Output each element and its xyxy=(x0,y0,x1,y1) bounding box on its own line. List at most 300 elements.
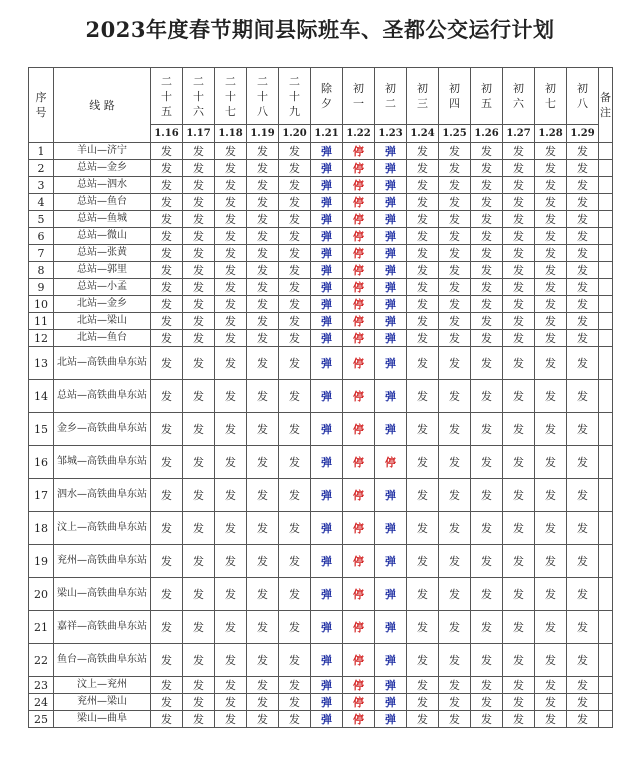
route-header: 线 路 xyxy=(54,68,151,143)
table-row xyxy=(29,512,613,545)
table-row xyxy=(29,611,613,644)
status-cell: 发 xyxy=(279,347,311,380)
status-cell: 停 xyxy=(343,160,375,177)
status-cell: 发 xyxy=(215,194,247,211)
status-cell: 发 xyxy=(279,279,311,296)
status-cell: 发 xyxy=(439,296,471,313)
status-cell: 发 xyxy=(215,644,247,677)
table-row xyxy=(29,228,613,245)
status-cell: 发 xyxy=(279,677,311,694)
status-cell: 发 xyxy=(247,711,279,728)
note-cell xyxy=(599,644,613,677)
status-cell: 发 xyxy=(503,279,535,296)
status-cell: 弹 xyxy=(375,330,407,347)
status-cell: 发 xyxy=(439,347,471,380)
status-cell: 发 xyxy=(215,228,247,245)
status-cell: 发 xyxy=(215,512,247,545)
status-cell: 发 xyxy=(407,479,439,512)
status-cell: 发 xyxy=(279,479,311,512)
status-cell: 发 xyxy=(183,479,215,512)
status-cell: 停 xyxy=(343,512,375,545)
status-cell: 发 xyxy=(407,262,439,279)
status-cell: 发 xyxy=(439,330,471,347)
status-cell: 发 xyxy=(567,245,599,262)
status-cell: 发 xyxy=(535,380,567,413)
status-cell: 发 xyxy=(535,143,567,160)
status-cell: 发 xyxy=(471,512,503,545)
status-cell: 发 xyxy=(183,694,215,711)
table-row xyxy=(29,694,613,711)
status-cell: 发 xyxy=(567,194,599,211)
status-cell: 弹 xyxy=(311,313,343,330)
date-header: 1.28 xyxy=(535,125,567,143)
status-cell: 停 xyxy=(343,677,375,694)
note-cell xyxy=(599,677,613,694)
note-cell xyxy=(599,413,613,446)
row-index: 4 xyxy=(29,194,54,211)
status-cell: 发 xyxy=(183,143,215,160)
row-index: 23 xyxy=(29,677,54,694)
status-cell: 发 xyxy=(247,262,279,279)
status-cell: 弹 xyxy=(311,228,343,245)
status-cell: 弹 xyxy=(375,262,407,279)
status-cell: 发 xyxy=(151,313,183,330)
status-cell: 发 xyxy=(567,380,599,413)
status-cell: 发 xyxy=(503,694,535,711)
status-cell: 弹 xyxy=(375,694,407,711)
row-index: 6 xyxy=(29,228,54,245)
status-cell: 发 xyxy=(279,578,311,611)
table-row xyxy=(29,446,613,479)
status-cell: 发 xyxy=(151,446,183,479)
status-cell: 发 xyxy=(215,611,247,644)
status-cell: 停 xyxy=(343,177,375,194)
status-cell: 发 xyxy=(151,611,183,644)
status-cell: 停 xyxy=(343,245,375,262)
status-cell: 发 xyxy=(439,611,471,644)
status-cell: 发 xyxy=(247,228,279,245)
status-cell: 发 xyxy=(151,296,183,313)
status-cell: 发 xyxy=(215,545,247,578)
status-cell: 发 xyxy=(535,677,567,694)
status-cell: 停 xyxy=(343,330,375,347)
status-cell: 发 xyxy=(439,711,471,728)
status-cell: 发 xyxy=(439,245,471,262)
note-cell xyxy=(599,545,613,578)
status-cell: 发 xyxy=(151,279,183,296)
note-cell xyxy=(599,228,613,245)
status-cell: 发 xyxy=(439,380,471,413)
status-cell: 发 xyxy=(183,413,215,446)
status-cell: 弹 xyxy=(375,413,407,446)
row-index: 5 xyxy=(29,211,54,228)
status-cell: 发 xyxy=(407,296,439,313)
status-cell: 发 xyxy=(151,177,183,194)
status-cell: 弹 xyxy=(375,545,407,578)
date-header: 1.21 xyxy=(311,125,343,143)
status-cell: 发 xyxy=(503,228,535,245)
row-index: 1 xyxy=(29,143,54,160)
table-row xyxy=(29,578,613,611)
status-cell: 发 xyxy=(503,446,535,479)
status-cell: 停 xyxy=(343,545,375,578)
status-cell: 弹 xyxy=(375,296,407,313)
date-header: 1.17 xyxy=(183,125,215,143)
status-cell: 停 xyxy=(343,446,375,479)
table-row xyxy=(29,330,613,347)
day-header: 初四 xyxy=(439,68,471,125)
status-cell: 发 xyxy=(567,143,599,160)
status-cell: 发 xyxy=(503,245,535,262)
status-cell: 弹 xyxy=(375,194,407,211)
status-cell: 发 xyxy=(247,279,279,296)
status-cell: 发 xyxy=(503,313,535,330)
row-index: 17 xyxy=(29,479,54,512)
status-cell: 发 xyxy=(567,611,599,644)
table-row xyxy=(29,160,613,177)
status-cell: 发 xyxy=(407,711,439,728)
status-cell: 弹 xyxy=(375,380,407,413)
status-cell: 发 xyxy=(535,313,567,330)
status-cell: 发 xyxy=(215,578,247,611)
status-cell: 发 xyxy=(535,578,567,611)
status-cell: 发 xyxy=(503,194,535,211)
status-cell: 发 xyxy=(247,160,279,177)
status-cell: 发 xyxy=(439,512,471,545)
table-row xyxy=(29,677,613,694)
status-cell: 发 xyxy=(567,313,599,330)
status-cell: 弹 xyxy=(311,677,343,694)
status-cell: 发 xyxy=(247,313,279,330)
status-cell: 弹 xyxy=(311,611,343,644)
route-name: 总站—金乡 xyxy=(54,160,151,177)
status-cell: 发 xyxy=(471,177,503,194)
row-index: 24 xyxy=(29,694,54,711)
status-cell: 发 xyxy=(247,380,279,413)
status-cell: 发 xyxy=(247,694,279,711)
status-cell: 发 xyxy=(567,211,599,228)
date-header: 1.16 xyxy=(151,125,183,143)
status-cell: 发 xyxy=(567,262,599,279)
status-cell: 弹 xyxy=(311,262,343,279)
status-cell: 发 xyxy=(439,211,471,228)
status-cell: 发 xyxy=(183,611,215,644)
table-row xyxy=(29,279,613,296)
status-cell: 弹 xyxy=(375,347,407,380)
note-cell xyxy=(599,578,613,611)
status-cell: 发 xyxy=(215,296,247,313)
table-row xyxy=(29,413,613,446)
status-cell: 发 xyxy=(567,446,599,479)
status-cell: 发 xyxy=(215,694,247,711)
status-cell: 发 xyxy=(535,296,567,313)
status-cell: 弹 xyxy=(311,644,343,677)
day-header: 二十六 xyxy=(183,68,215,125)
status-cell: 发 xyxy=(279,545,311,578)
status-cell: 弹 xyxy=(311,194,343,211)
status-cell: 发 xyxy=(247,611,279,644)
status-cell: 发 xyxy=(439,228,471,245)
status-cell: 发 xyxy=(247,330,279,347)
status-cell: 发 xyxy=(567,347,599,380)
status-cell: 发 xyxy=(407,611,439,644)
status-cell: 发 xyxy=(567,160,599,177)
status-cell: 发 xyxy=(183,677,215,694)
route-name: 邹城—高铁曲阜东站 xyxy=(54,446,151,479)
status-cell: 发 xyxy=(279,413,311,446)
status-cell: 发 xyxy=(183,347,215,380)
status-cell: 弹 xyxy=(311,279,343,296)
note-cell xyxy=(599,143,613,160)
status-cell: 发 xyxy=(439,313,471,330)
date-header: 1.20 xyxy=(279,125,311,143)
table-row xyxy=(29,479,613,512)
status-cell: 发 xyxy=(535,228,567,245)
status-cell: 发 xyxy=(215,446,247,479)
status-cell: 发 xyxy=(247,347,279,380)
status-cell: 发 xyxy=(247,211,279,228)
route-name: 总站—泗水 xyxy=(54,177,151,194)
status-cell: 发 xyxy=(439,413,471,446)
status-cell: 弹 xyxy=(311,413,343,446)
note-cell xyxy=(599,479,613,512)
day-header: 初三 xyxy=(407,68,439,125)
table-body xyxy=(29,143,613,728)
route-name: 鱼台—高铁曲阜东站 xyxy=(54,644,151,677)
status-cell: 发 xyxy=(407,211,439,228)
route-name: 总站—高铁曲阜东站 xyxy=(54,380,151,413)
status-cell: 发 xyxy=(407,245,439,262)
status-cell: 弹 xyxy=(375,578,407,611)
row-index: 19 xyxy=(29,545,54,578)
table-row xyxy=(29,313,613,330)
status-cell: 发 xyxy=(247,413,279,446)
status-cell: 发 xyxy=(471,313,503,330)
status-cell: 发 xyxy=(407,512,439,545)
date-header: 1.19 xyxy=(247,125,279,143)
status-cell: 发 xyxy=(471,347,503,380)
status-cell: 发 xyxy=(407,347,439,380)
status-cell: 发 xyxy=(279,694,311,711)
status-cell: 发 xyxy=(439,545,471,578)
status-cell: 停 xyxy=(343,479,375,512)
note-cell xyxy=(599,694,613,711)
page-title: 2023年度春节期间县际班车、圣都公交运行计划 xyxy=(85,17,555,42)
status-cell: 发 xyxy=(439,262,471,279)
note-cell xyxy=(599,313,613,330)
status-cell: 停 xyxy=(343,143,375,160)
status-cell: 发 xyxy=(535,479,567,512)
table-row xyxy=(29,347,613,380)
table-row xyxy=(29,644,613,677)
status-cell: 发 xyxy=(471,211,503,228)
status-cell: 弹 xyxy=(311,211,343,228)
status-cell: 发 xyxy=(183,313,215,330)
status-cell: 发 xyxy=(439,479,471,512)
row-index: 14 xyxy=(29,380,54,413)
date-header: 1.18 xyxy=(215,125,247,143)
route-name: 总站—小孟 xyxy=(54,279,151,296)
status-cell: 发 xyxy=(471,262,503,279)
status-cell: 发 xyxy=(215,330,247,347)
status-cell: 发 xyxy=(215,677,247,694)
status-cell: 发 xyxy=(407,677,439,694)
status-cell: 弹 xyxy=(375,245,407,262)
status-cell: 发 xyxy=(151,380,183,413)
status-cell: 发 xyxy=(471,711,503,728)
table-row xyxy=(29,380,613,413)
status-cell: 发 xyxy=(471,694,503,711)
status-cell: 发 xyxy=(215,279,247,296)
date-header: 1.23 xyxy=(375,125,407,143)
status-cell: 发 xyxy=(535,512,567,545)
status-cell: 发 xyxy=(503,262,535,279)
row-index: 8 xyxy=(29,262,54,279)
note-cell xyxy=(599,512,613,545)
status-cell: 发 xyxy=(183,711,215,728)
route-name: 汶上—高铁曲阜东站 xyxy=(54,512,151,545)
route-name: 总站—张黄 xyxy=(54,245,151,262)
table-row xyxy=(29,211,613,228)
status-cell: 发 xyxy=(279,313,311,330)
status-cell: 发 xyxy=(567,545,599,578)
route-name: 兖州—梁山 xyxy=(54,694,151,711)
status-cell: 发 xyxy=(503,330,535,347)
status-cell: 弹 xyxy=(311,143,343,160)
status-cell: 发 xyxy=(471,644,503,677)
status-cell: 发 xyxy=(439,143,471,160)
status-cell: 发 xyxy=(407,694,439,711)
status-cell: 发 xyxy=(215,711,247,728)
route-name: 汶上—兖州 xyxy=(54,677,151,694)
status-cell: 弹 xyxy=(375,313,407,330)
status-cell: 弹 xyxy=(375,512,407,545)
status-cell: 发 xyxy=(247,194,279,211)
status-cell: 弹 xyxy=(375,279,407,296)
status-cell: 弹 xyxy=(375,160,407,177)
table-row xyxy=(29,245,613,262)
note-cell xyxy=(599,347,613,380)
status-cell: 发 xyxy=(279,512,311,545)
row-index: 13 xyxy=(29,347,54,380)
status-cell: 发 xyxy=(471,296,503,313)
day-header: 二十五 xyxy=(151,68,183,125)
route-name: 梁山—高铁曲阜东站 xyxy=(54,578,151,611)
status-cell: 弹 xyxy=(375,611,407,644)
status-cell: 停 xyxy=(343,228,375,245)
status-cell: 弹 xyxy=(311,160,343,177)
status-cell: 发 xyxy=(407,194,439,211)
status-cell: 发 xyxy=(471,194,503,211)
note-cell xyxy=(599,380,613,413)
status-cell: 发 xyxy=(567,711,599,728)
status-cell: 发 xyxy=(535,330,567,347)
status-cell: 发 xyxy=(215,413,247,446)
status-cell: 发 xyxy=(567,677,599,694)
status-cell: 发 xyxy=(535,279,567,296)
status-cell: 发 xyxy=(247,578,279,611)
status-cell: 发 xyxy=(407,578,439,611)
status-cell: 发 xyxy=(471,330,503,347)
status-cell: 发 xyxy=(183,228,215,245)
status-cell: 发 xyxy=(151,330,183,347)
status-cell: 发 xyxy=(151,262,183,279)
status-cell: 发 xyxy=(183,330,215,347)
status-cell: 发 xyxy=(535,194,567,211)
note-cell xyxy=(599,296,613,313)
status-cell: 发 xyxy=(183,512,215,545)
status-cell: 发 xyxy=(151,413,183,446)
route-name: 兖州—高铁曲阜东站 xyxy=(54,545,151,578)
status-cell: 发 xyxy=(183,160,215,177)
status-cell: 发 xyxy=(503,413,535,446)
status-cell: 发 xyxy=(535,262,567,279)
status-cell: 停 xyxy=(343,296,375,313)
status-cell: 发 xyxy=(183,177,215,194)
status-cell: 发 xyxy=(151,578,183,611)
status-cell: 停 xyxy=(343,711,375,728)
status-cell: 发 xyxy=(567,644,599,677)
status-cell: 弹 xyxy=(375,177,407,194)
status-cell: 发 xyxy=(183,211,215,228)
status-cell: 弹 xyxy=(311,245,343,262)
note-cell xyxy=(599,611,613,644)
day-header: 初六 xyxy=(503,68,535,125)
status-cell: 发 xyxy=(503,177,535,194)
date-header: 1.25 xyxy=(439,125,471,143)
status-cell: 弹 xyxy=(311,296,343,313)
status-cell: 发 xyxy=(279,245,311,262)
note-cell xyxy=(599,211,613,228)
day-header: 二十七 xyxy=(215,68,247,125)
route-name: 嘉祥—高铁曲阜东站 xyxy=(54,611,151,644)
table-row xyxy=(29,545,613,578)
status-cell: 发 xyxy=(567,177,599,194)
row-index: 10 xyxy=(29,296,54,313)
status-cell: 发 xyxy=(439,279,471,296)
status-cell: 发 xyxy=(407,228,439,245)
route-name: 泗水—高铁曲阜东站 xyxy=(54,479,151,512)
status-cell: 发 xyxy=(407,380,439,413)
status-cell: 发 xyxy=(247,479,279,512)
status-cell: 发 xyxy=(471,160,503,177)
status-cell: 发 xyxy=(247,644,279,677)
status-cell: 弹 xyxy=(375,211,407,228)
status-cell: 发 xyxy=(567,228,599,245)
table-row xyxy=(29,194,613,211)
table-row xyxy=(29,177,613,194)
status-cell: 发 xyxy=(183,245,215,262)
status-cell: 发 xyxy=(503,545,535,578)
status-cell: 发 xyxy=(535,211,567,228)
status-cell: 发 xyxy=(215,177,247,194)
status-cell: 发 xyxy=(503,347,535,380)
status-cell: 发 xyxy=(215,143,247,160)
status-cell: 发 xyxy=(151,211,183,228)
row-index: 11 xyxy=(29,313,54,330)
note-cell xyxy=(599,330,613,347)
route-name: 羊山—济宁 xyxy=(54,143,151,160)
row-index: 7 xyxy=(29,245,54,262)
status-cell: 发 xyxy=(503,296,535,313)
status-cell: 发 xyxy=(151,228,183,245)
status-cell: 发 xyxy=(215,479,247,512)
status-cell: 发 xyxy=(279,194,311,211)
status-cell: 发 xyxy=(503,512,535,545)
route-name: 梁山—曲阜 xyxy=(54,711,151,728)
note-cell xyxy=(599,711,613,728)
status-cell: 发 xyxy=(471,143,503,160)
